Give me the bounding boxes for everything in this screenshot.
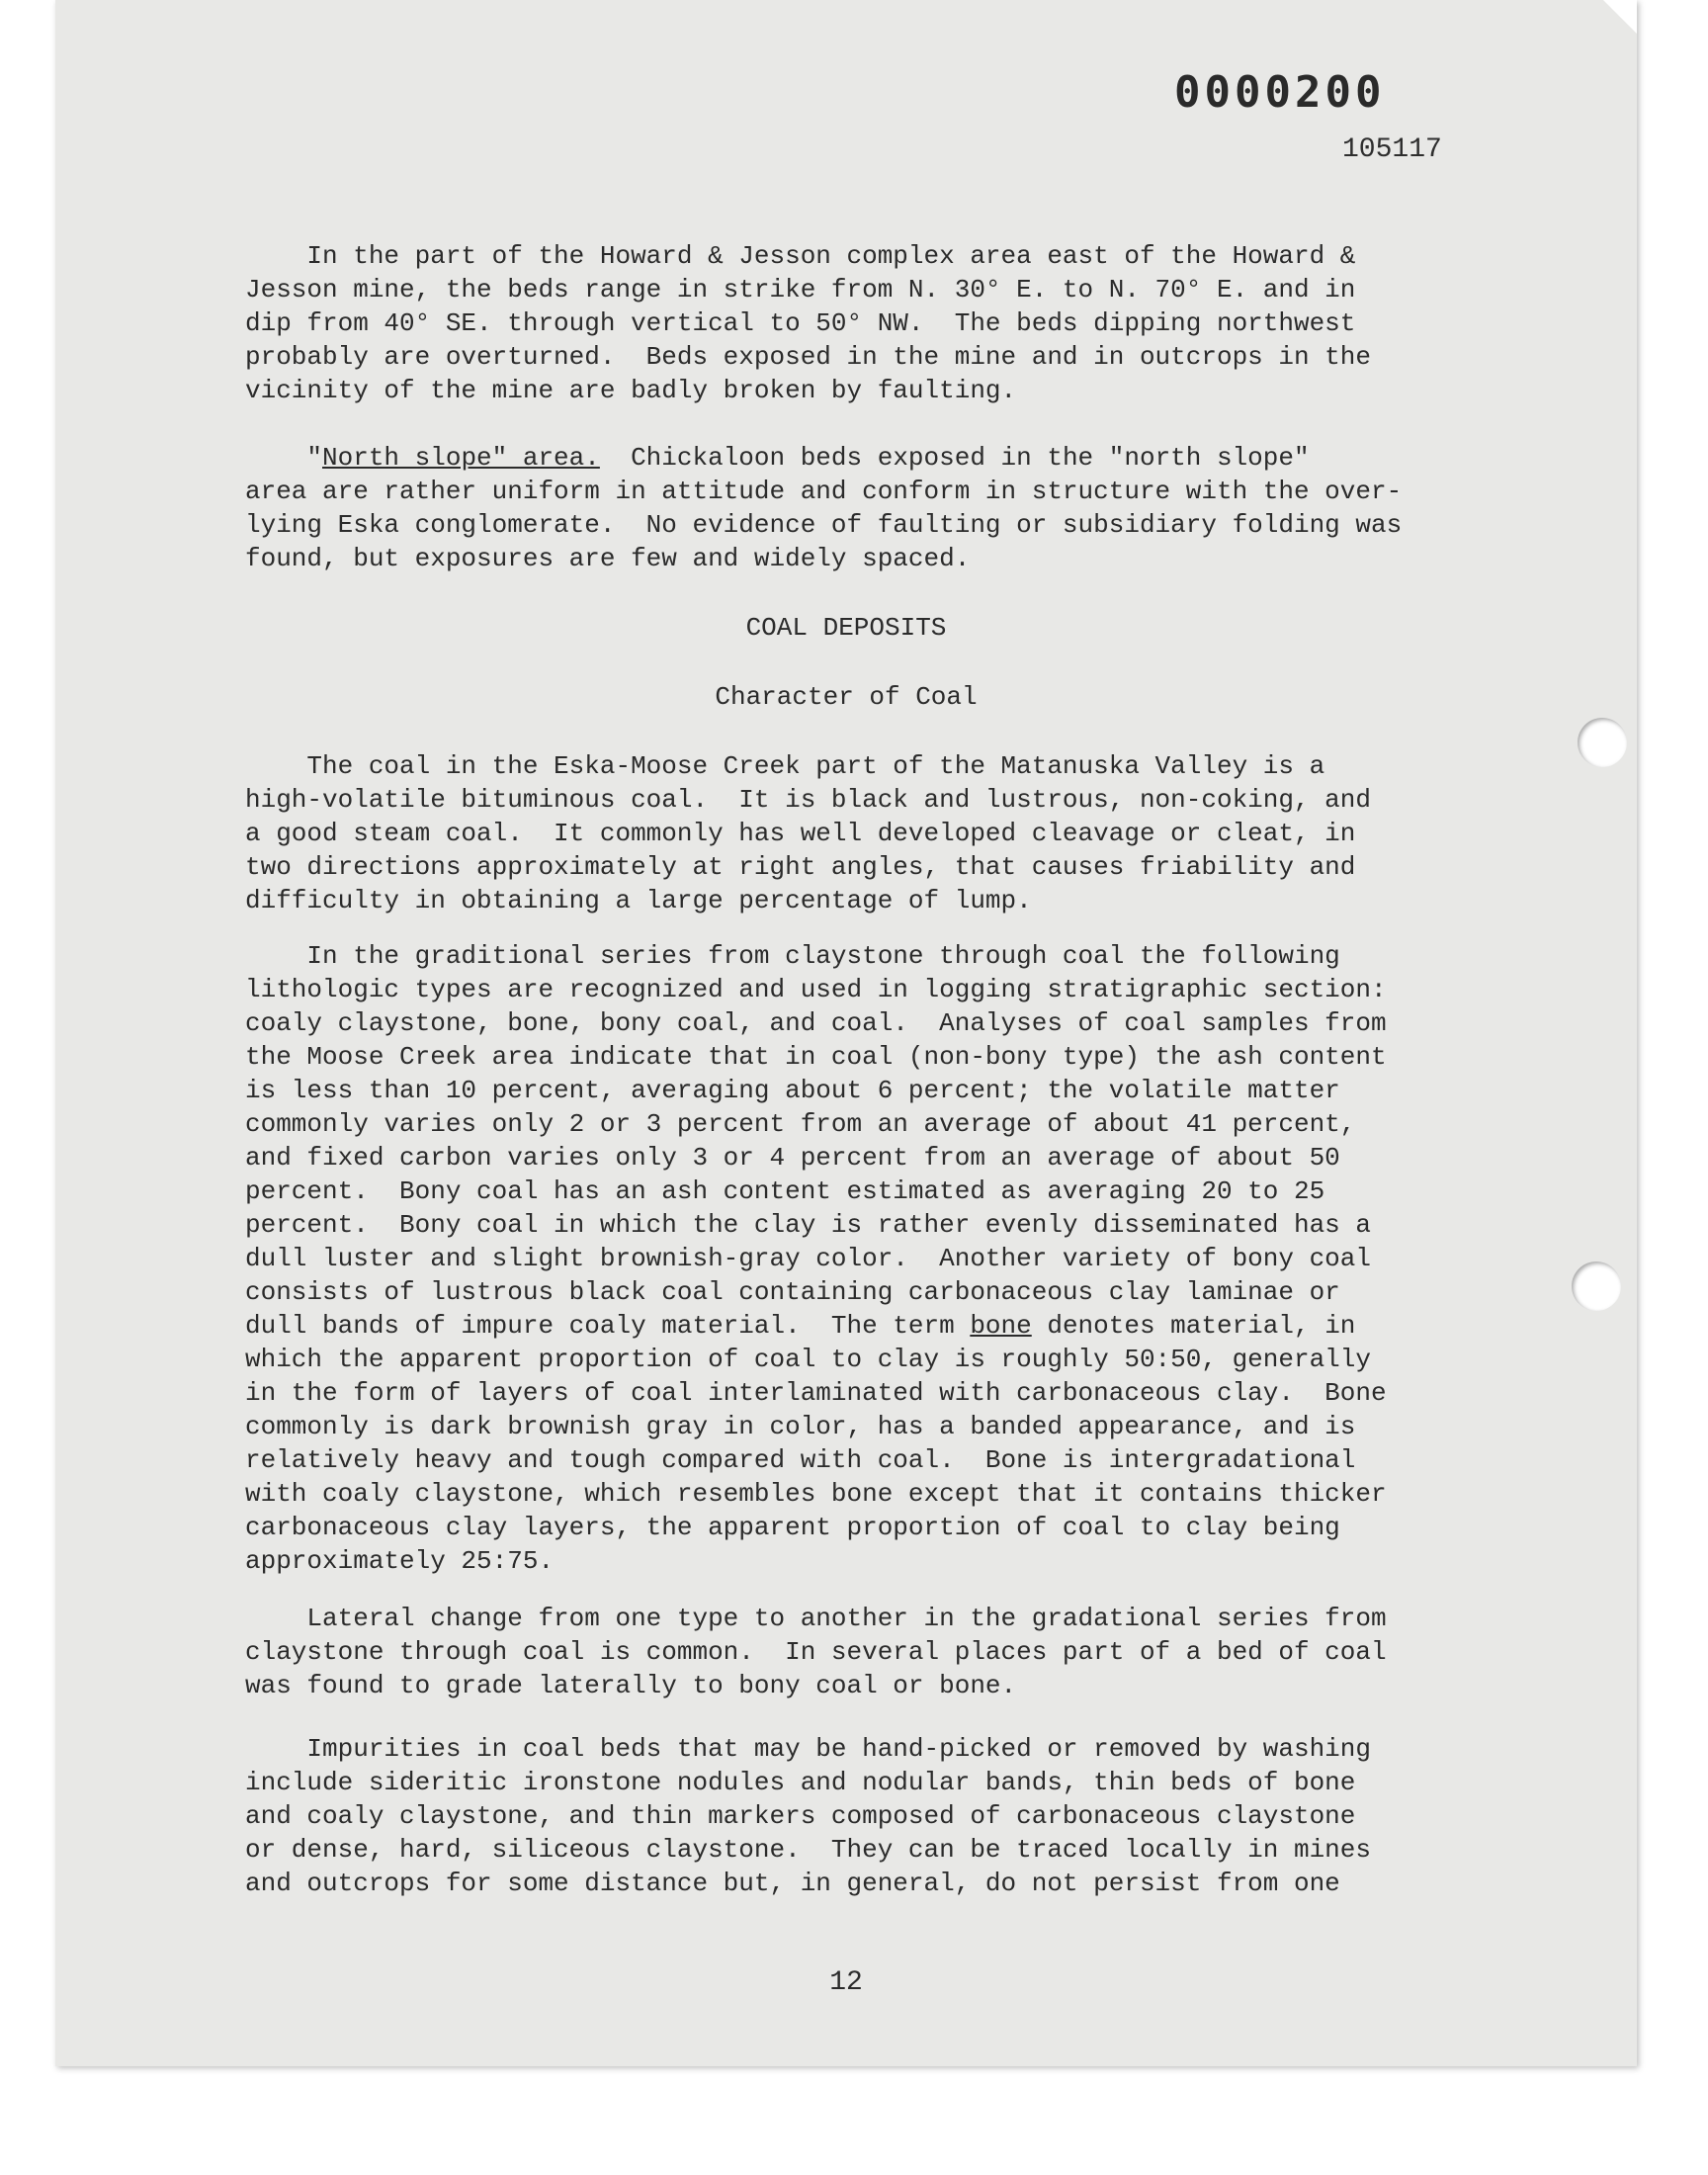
gradational-series-part-1: In the graditional series from claystone through coal the following lithologic types are recognized and used in logging stratigraphic section: coaly claystone, bone, bony coal, and coal. Analyses of coal samples from the Moose Creek area indicate that in coal (non-bony type) the ash content is less than 10 percent, averaging about 6 percent; the volatile matter commonly varies only 2 or 3 percent from an average of about 41 percent, and fixed carbon varies only 3 or 4 percent from an average of about 50 percent. Bony coal has an ash content estimated as averaging 20 to 25 percent. Bony coal in which the clay is rather evenly disseminated has a dull luster and slight brownish-gray color. Another variety of bony coal consists of lustrous black coal containing carbonaceous clay laminae or dull bands of impure coaly material. The term (245, 941, 1387, 1341)
paragraph-lateral-change: Lateral change from one type to another in the gradational series from claystone through coal is common. In several places part of a bed of coal was found to grade laterally to bony coal or bone. (245, 1604, 1387, 1700)
punch-hole-middle (1572, 1262, 1621, 1311)
section-heading: COAL DEPOSITS (745, 613, 947, 643)
gradational-series-part-2: denotes material, in which the apparent proportion of coal to clay is roughly 50:50, generally in the form of layers of coal interlaminated with carbonaceous clay. Bone commonly is dark brownish gray in color, has a banded appearance, and is relatively heavy and tough compared with coal. Bone is intergradational with coaly claystone, which resembles bone except that it contains thicker carbonaceous clay layers, the apparent proportion of coal to clay being approximately 25:75. (245, 1311, 1387, 1576)
paragraph-gradational-series (245, 939, 1530, 1578)
north-slope-quote: " (245, 443, 323, 473)
punch-hole-top (1578, 718, 1627, 767)
north-slope-body: Chickaloon beds exposed in the "north slope" area are rather uniform in attitude and conform in structure with the over- lying Eska conglomerate. No evidence of faulting or subsidiary folding was found, but exposures are few and widely spaced. (245, 443, 1403, 573)
document-number: 0000200 (1174, 67, 1386, 118)
document-page (55, 0, 1637, 2066)
north-slope-heading: North slope" area. (322, 443, 600, 473)
subsection-heading: Character of Coal (715, 682, 978, 712)
page-number: 12 (829, 1967, 863, 1998)
folded-corner (1603, 0, 1637, 34)
paragraph-north-slope (245, 441, 1530, 575)
term-bone: bone (970, 1311, 1032, 1341)
paragraph-howard-jesson: In the part of the Howard & Jesson complex area east of the Howard & Jesson mine, the beds range in strike from N. 30° E. to N. 70° E. and in dip from 40° SE. through vertical to 50° NW. The beds dipping northwest probably are overturned. Beds exposed in the mine and in outcrops in the vicinity of the mine are badly broken by faulting. (245, 241, 1371, 405)
paragraph-coal-character: The coal in the Eska-Moose Creek part of the Matanuska Valley is a high-volatile bituminous coal. It is black and lustrous, non-coking, and a good steam coal. It commonly has well developed cleavage or cleat, in two directions approximately at right angles, that causes friability and difficulty in obtaining a large percentage of lump. (245, 751, 1371, 915)
paragraph-impurities: Impurities in coal beds that may be hand-picked or removed by washing include sideritic ironstone nodules and nodular bands, thin beds of bone and coaly claystone, and thin markers composed of carbonaceous claystone or dense, hard, siliceous claystone. They can be traced locally in mines and outcrops for some distance but, in general, do not persist from one (245, 1734, 1371, 1898)
reference-number: 105117 (1342, 134, 1442, 165)
